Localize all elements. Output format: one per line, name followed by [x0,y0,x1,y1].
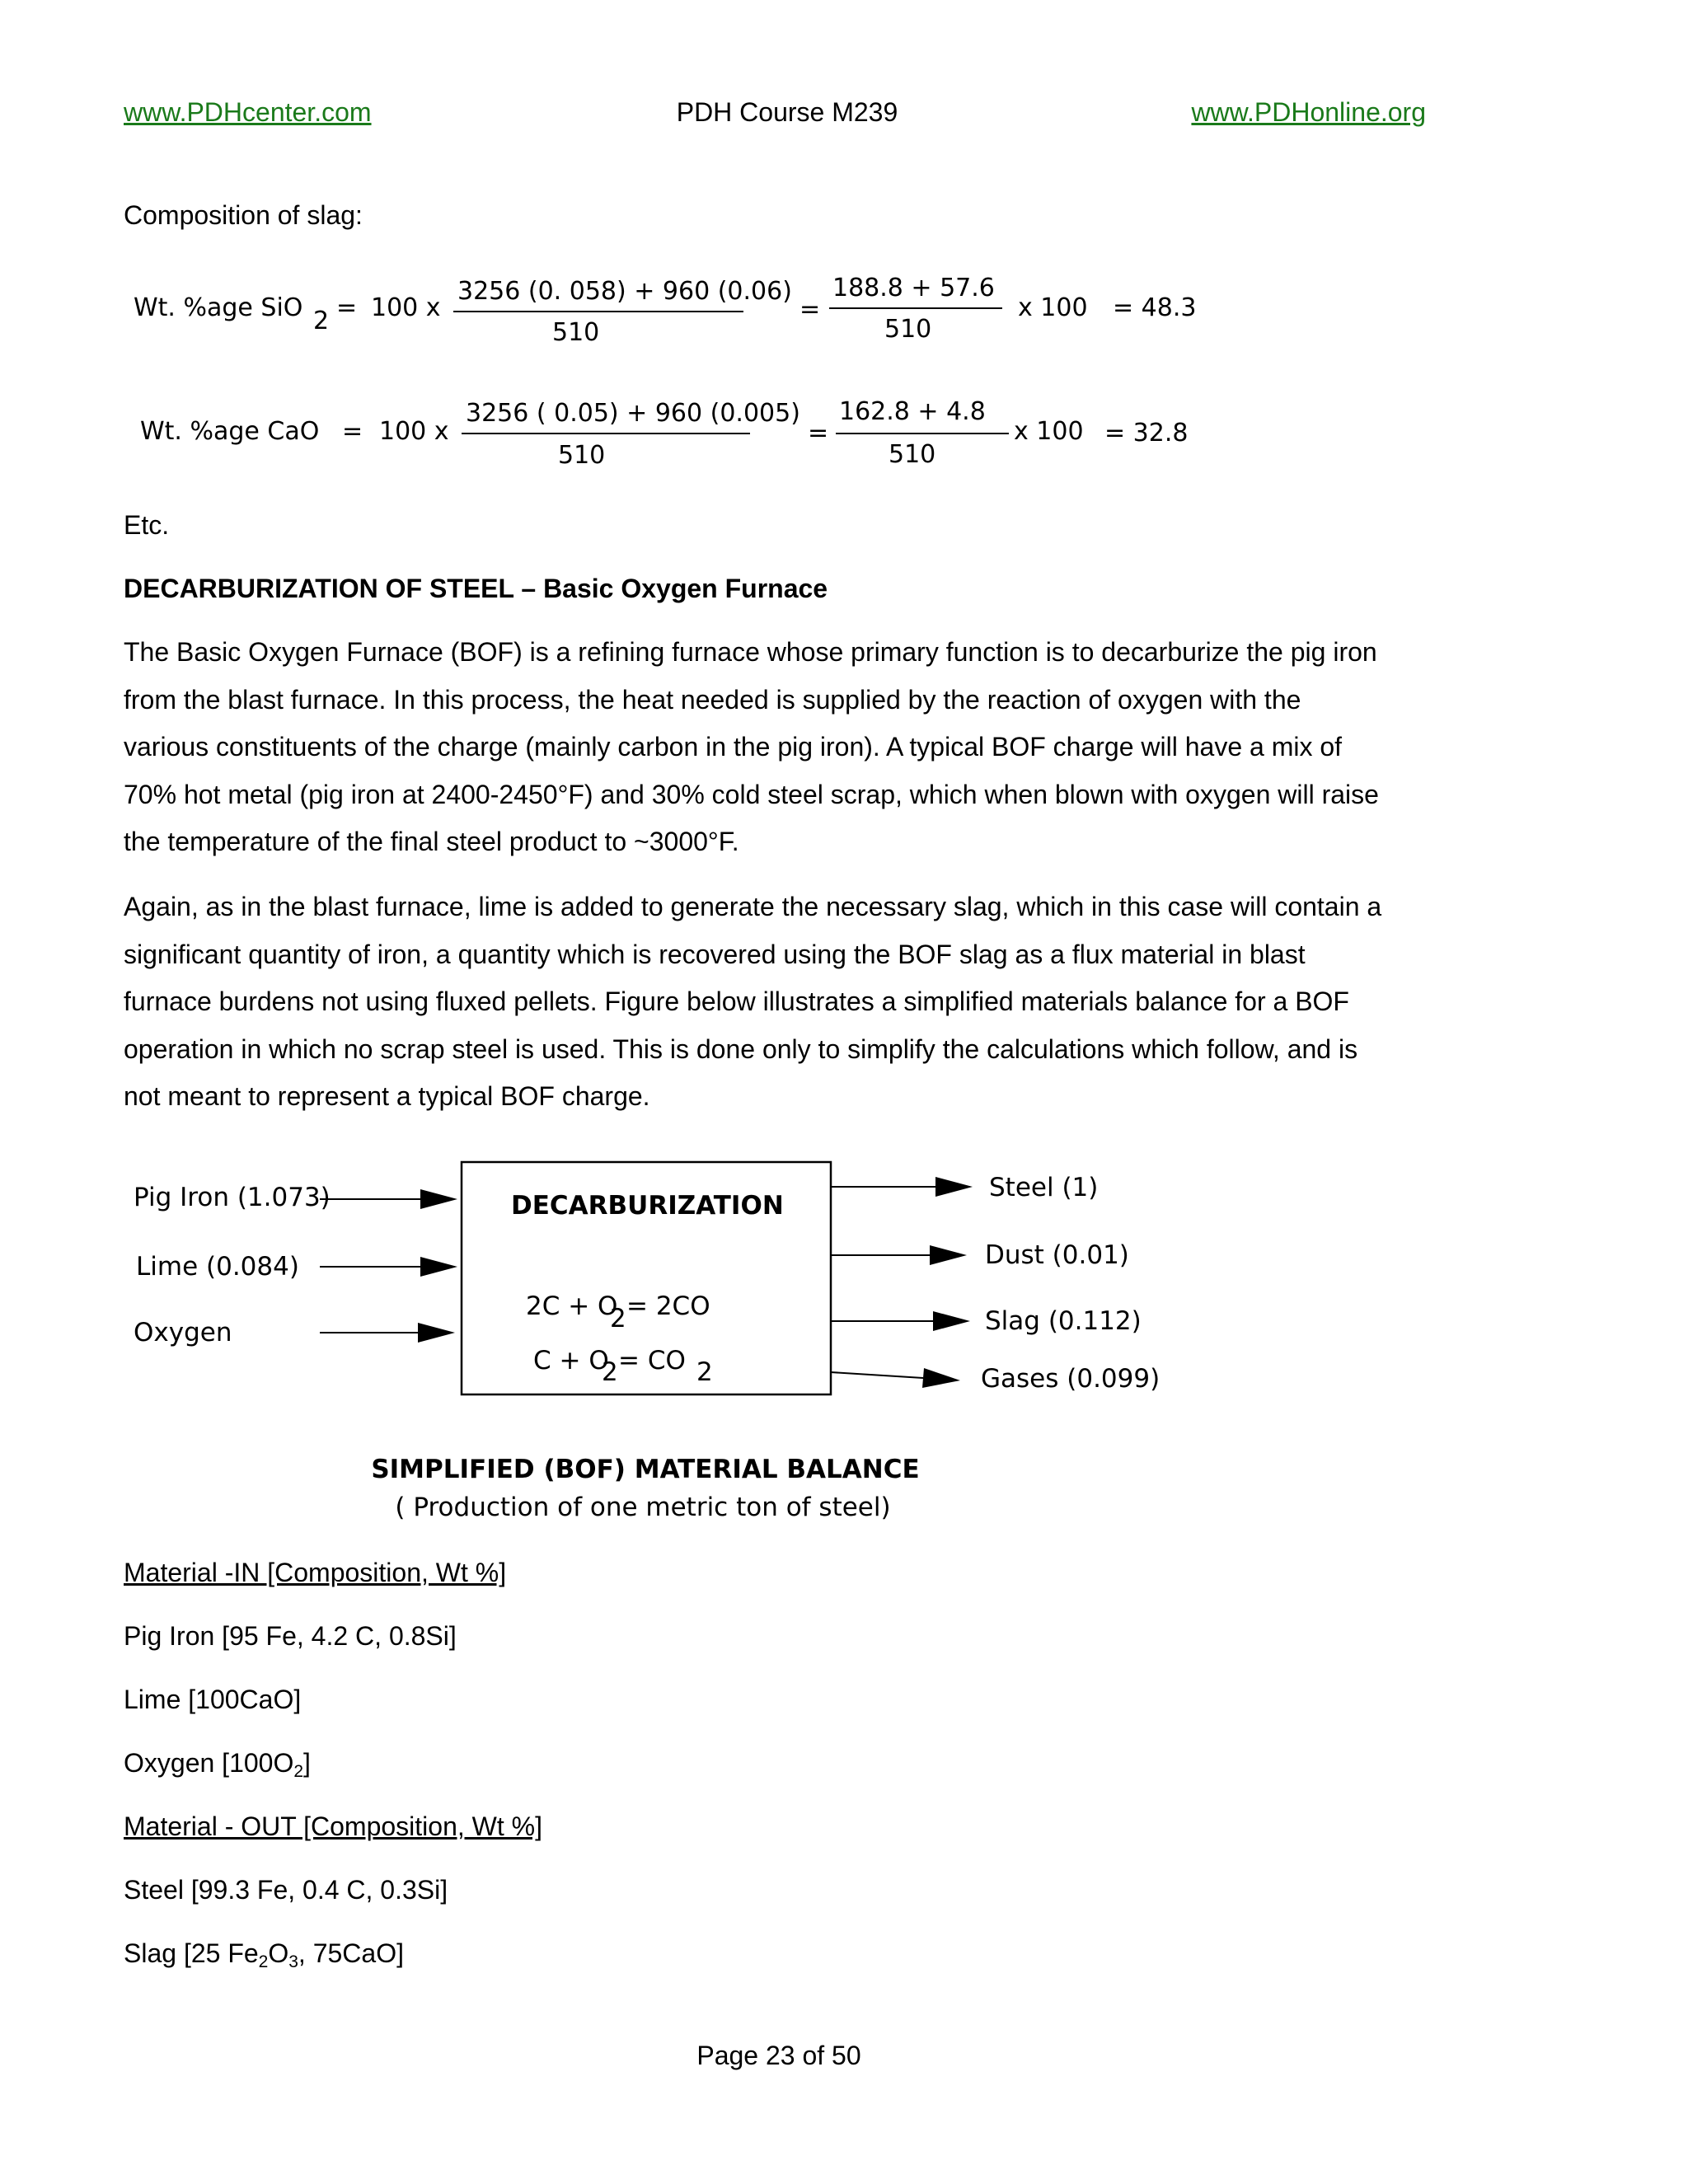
cao-eq2: = [808,419,829,448]
box-title: DECARBURIZATION [511,1191,784,1221]
sio2-lhs: Wt. %age SiO [134,293,303,322]
cao-den2: 510 [889,440,936,469]
bof-material-balance-diagram [124,1150,1195,1533]
sio2-den2: 510 [884,315,932,344]
course-title: PDH Course M239 [676,97,898,127]
cao-denominator: 510 [558,441,606,470]
material-slag: Slag [25 $Fe_2O_3$, 75CaO] [124,1938,404,1971]
paragraph-lime-slag [124,883,1442,1121]
cao-lhs: Wt. %age CaO [140,417,320,446]
arrow-slag-head [933,1311,970,1331]
output-gases: Gases (0.099) [981,1364,1160,1394]
sio2-numerator: 3256 (0. 058) + 960 (0.06) [457,277,792,306]
etc-text: Etc. [124,510,170,540]
arrow-gases-line [831,1372,923,1378]
pdhonline-link[interactable]: www.PDHonline.org [1191,97,1426,127]
output-slag: Slag (0.112) [985,1306,1142,1336]
material-out-heading: Material - OUT [Composition, Wt %] [124,1811,542,1841]
material-pig-iron: Pig Iron [95 Fe, 4.2 C, 0.8Si] [124,1621,457,1651]
reaction-2b: = CO [618,1346,686,1376]
diagram-caption-title: SIMPLIFIED (BOF) MATERIAL BALANCE [371,1455,920,1484]
reaction-2-sub2: 2 [696,1357,713,1387]
reaction-1-sub: 2 [610,1304,626,1333]
output-dust: Dust (0.01) [985,1240,1129,1270]
para2-line: Again, as in the blast furnace, lime is added to generate the necessary slag, which in this case will contain a [124,892,1382,921]
arrow-oxygen-head [418,1323,455,1343]
para1-line: from the blast furnace. In this process, the heat needed is supplied by the reaction of oxygen with the [124,684,1301,715]
sio2-formula [124,268,1195,362]
reaction-2-sub1: 2 [602,1357,618,1387]
diagram-caption-subtitle: ( Production of one metric ton of steel) [395,1493,891,1522]
sio2-eq1: = [336,293,358,322]
para1-line: 70% hot metal (pig iron at 2400-2450°F) and 30% cold steel scrap, which when blown with oxygen will raise [124,779,1379,809]
material-oxygen: Oxygen $[100O_2]$ [124,1748,311,1781]
sio2-factor: 100 x [371,293,441,322]
sio2-times: x 100 [1018,293,1088,322]
input-lime: Lime (0.084) [136,1252,299,1282]
material-in-heading: Material -IN [Composition, Wt %] [124,1558,507,1587]
input-oxygen: Oxygen [134,1318,232,1347]
material-lime: Lime [100CaO] [124,1685,302,1714]
arrow-gases-head [922,1368,960,1388]
para2-line: not meant to represent a typical BOF charge. [124,1081,650,1111]
sio2-num2: 188.8 + 57.6 [832,274,995,302]
cao-times: x 100 [1014,417,1084,446]
arrow-pig-iron-head [420,1189,457,1209]
arrow-lime-head [420,1257,457,1277]
para2-line: furnace burdens not using fluxed pellets. Figure below illustrates a simplified materials balance for a BOF [124,987,1349,1016]
cao-result: = 32.8 [1104,419,1189,448]
para1-line: The Basic Oxygen Furnace (BOF) is a refining furnace whose primary function is to decarburize the pig iron [124,637,1377,667]
input-pig-iron: Pig Iron (1.073) [134,1183,331,1212]
para2-line: operation in which no scrap steel is used. This is done only to simplify the calculations which follow, and is [124,1033,1358,1064]
slag-composition-heading: Composition of slag: [124,200,363,230]
sio2-eq2: = [799,295,821,324]
arrow-dust-head [930,1245,967,1265]
sio2-lhs-sub: 2 [313,307,330,335]
paragraph-bof-intro [124,629,1442,866]
cao-numerator: 3256 ( 0.05) + 960 (0.005) [466,399,800,428]
cao-eq1: = [342,417,363,446]
para2-line: significant quantity of iron, a quantity which is recovered using the BOF slag as a flux material in blast [124,939,1306,969]
cao-formula [124,391,1195,485]
para1-line: various constituents of the charge (mainly carbon in the pig iron). A typical BOF charge will have a mix of [124,732,1343,762]
page-number: Page 23 of 50 [696,2041,861,2070]
sio2-result: = 48.3 [1113,293,1195,322]
reaction-1b: = 2CO [626,1291,710,1321]
cao-num2: 162.8 + 4.8 [839,397,986,426]
output-steel: Steel (1) [989,1173,1099,1202]
pdhcenter-link[interactable]: www.PDHcenter.com [124,97,372,127]
reaction-2a: C + O [533,1346,609,1376]
section-heading: DECARBURIZATION OF STEEL – Basic Oxygen Furnace [124,574,828,603]
cao-factor: 100 x [379,417,449,446]
sio2-denominator: 510 [552,318,600,347]
arrow-steel-head [935,1177,973,1197]
material-steel: Steel [99.3 Fe, 0.4 C, 0.3Si] [124,1875,448,1905]
reaction-1a: 2C + O [526,1291,618,1321]
para1-line: the temperature of the final steel product to ~3000°F. [124,827,739,856]
